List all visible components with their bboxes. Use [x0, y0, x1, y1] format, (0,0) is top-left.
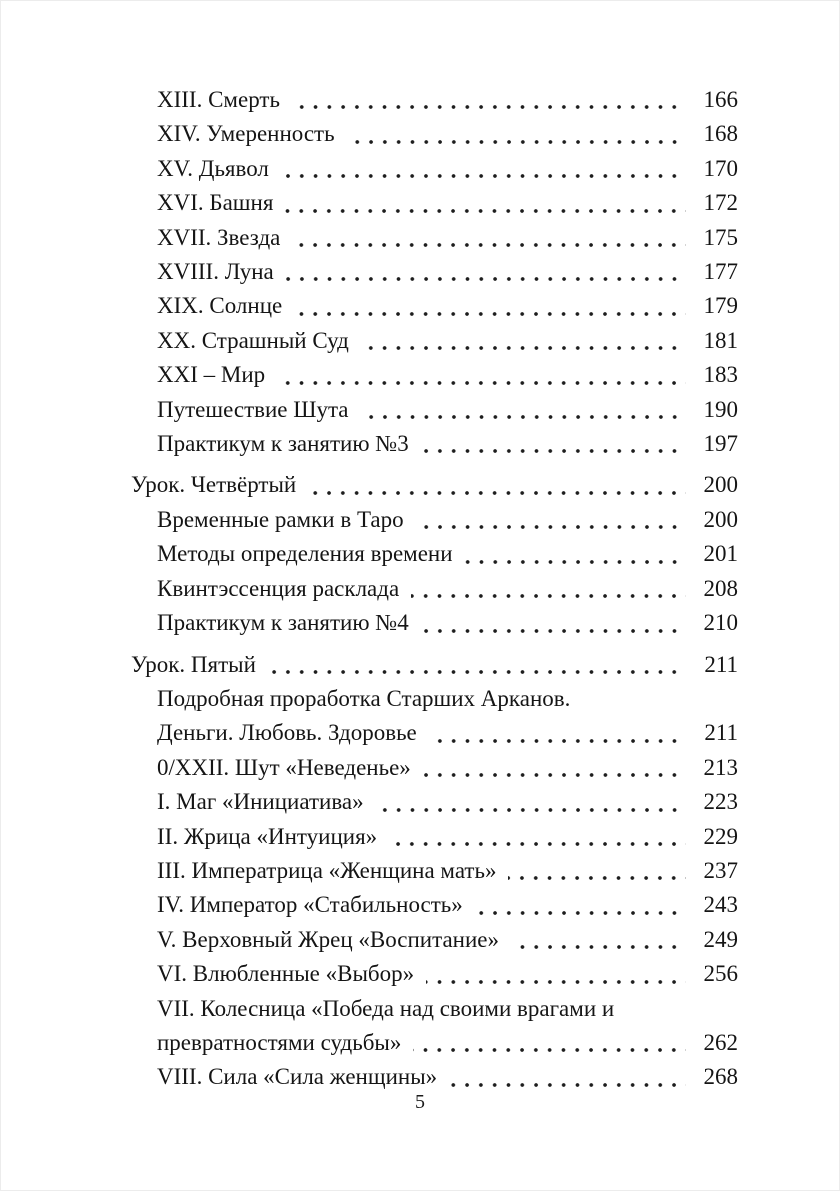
dot-leader [292, 105, 686, 109]
toc-entry-page: 211 [704, 720, 738, 746]
toc-entry-page: 166 [703, 87, 738, 112]
toc-entry-title: Деньги. Любовь. Здоровье [157, 720, 417, 746]
toc-entry-page: 177 [703, 259, 738, 285]
toc-entry [131, 751, 738, 785]
dot-leader [308, 491, 686, 495]
toc-entry [131, 923, 738, 957]
toc-entry [131, 358, 738, 392]
toc-entry-line [131, 992, 738, 1026]
toc-entry-page: 181 [703, 327, 738, 353]
toc-entry [131, 854, 738, 888]
toc-entry-title: 0/XXII. Шут «Неведенье» [157, 754, 411, 780]
toc-entry-title: Практикум к занятию №3 [157, 431, 409, 457]
toc-entry-line [131, 393, 738, 427]
toc-entry [131, 957, 738, 991]
toc-entry-title: XIII. Смерть [157, 87, 280, 112]
toc-entry-line [131, 1060, 738, 1094]
toc-entry-line [131, 785, 738, 819]
toc-entry [131, 820, 738, 854]
toc-entry-title: Методы определения времени [157, 541, 453, 567]
toc-entry [131, 606, 738, 640]
toc-entry-line [131, 572, 738, 606]
toc-entry-line [131, 888, 738, 922]
toc-entry-title: VI. Влюбленные «Выбор» [157, 961, 415, 987]
toc-entry [131, 992, 738, 1061]
toc-entry-page: 256 [703, 961, 738, 987]
toc-entry [131, 255, 738, 289]
toc-entry-line [131, 648, 738, 682]
dot-leader [423, 773, 686, 777]
toc-entry-line [131, 255, 738, 289]
toc-entry-title: XXI – Мир [157, 362, 266, 388]
toc-entry-page: 237 [703, 857, 738, 883]
toc-entry [131, 537, 738, 571]
toc-entry-line [131, 503, 738, 537]
dot-leader [376, 808, 686, 812]
toc-entry [131, 572, 738, 606]
toc-entry-line [131, 427, 738, 461]
dot-leader [421, 449, 686, 453]
toc-entry [131, 83, 738, 117]
toc-entry-line [131, 117, 738, 151]
toc-entry-line [131, 820, 738, 854]
toc-entry-line [131, 289, 738, 323]
toc-entry-page: 168 [703, 121, 738, 147]
toc-entry-line [131, 186, 738, 220]
toc-entry [131, 1060, 738, 1094]
toc-entry [131, 468, 738, 502]
toc-entry-line [131, 324, 738, 358]
toc-entry-line [131, 358, 738, 392]
dot-leader [361, 346, 686, 350]
toc-entry-page: 172 [703, 190, 738, 216]
toc-entry [131, 289, 738, 323]
toc-entry-title: XX. Страшный Суд [157, 327, 349, 353]
dot-leader [268, 670, 686, 674]
toc-entry-page: 210 [703, 610, 738, 636]
dot-leader [465, 560, 686, 564]
toc-entry-line [131, 923, 738, 957]
dot-leader [389, 842, 686, 846]
toc-entry-page: 197 [703, 431, 738, 457]
dot-leader [426, 980, 686, 984]
page-number: 5 [415, 1091, 425, 1113]
toc-entry-page: 213 [703, 754, 738, 780]
dot-leader [277, 381, 686, 385]
toc-entry-page: 208 [703, 575, 738, 601]
toc-entry-title: XVI. Башня [157, 190, 274, 216]
dot-leader [347, 140, 686, 144]
toc-entry [131, 186, 738, 220]
toc-entry-title: Подробная проработка Старших Арканов. [157, 685, 571, 711]
toc-entry-line [131, 716, 738, 750]
toc-entry-page: 211 [704, 651, 738, 677]
toc-entry-title: XVII. Звезда [157, 224, 281, 250]
toc-entry-line [131, 751, 738, 785]
dot-leader [361, 415, 687, 419]
dot-leader [281, 174, 686, 178]
toc-entry [131, 117, 738, 151]
toc-entry-page: 170 [703, 155, 738, 181]
toc-entry-title: Квинтэссенция расклада [157, 575, 400, 601]
toc-entry-title: II. Жрица «Интуиция» [157, 823, 378, 849]
toc-entry-title: Практикум к занятию №4 [157, 610, 409, 636]
dot-leader [292, 243, 686, 247]
toc-entry-title: XIX. Солнце [157, 293, 283, 319]
toc-entry-line [131, 854, 738, 888]
dot-leader [421, 629, 686, 633]
toc-list [131, 83, 738, 1095]
toc-entry-title: VII. Колесница «Победа над своими врагами и [157, 995, 615, 1021]
dot-leader [286, 277, 686, 281]
toc-entry-title: превратностями судьбы» [157, 1029, 402, 1055]
toc-entry [131, 152, 738, 186]
toc-entry-page: 179 [703, 293, 738, 319]
toc-entry-line [131, 83, 738, 117]
dot-leader [475, 911, 686, 915]
toc-entry [131, 324, 738, 358]
dot-leader [416, 525, 686, 529]
toc-entry-line [131, 537, 738, 571]
toc-entry-page: 268 [703, 1064, 738, 1090]
toc-entry-line [131, 1026, 738, 1060]
toc-entry-page: 200 [703, 506, 738, 532]
toc-entry-line [131, 682, 738, 716]
toc-entry [131, 888, 738, 922]
dot-leader [413, 1048, 686, 1052]
toc-entry-title: XIV. Умеренность [157, 121, 335, 147]
toc-entry-page: 200 [703, 472, 738, 498]
toc-entry [131, 393, 738, 427]
toc-entry [131, 503, 738, 537]
toc-entry-line [131, 606, 738, 640]
toc-entry-title: Временные рамки в Таро [157, 506, 404, 532]
dot-leader [449, 1083, 686, 1087]
dot-leader [285, 209, 686, 213]
toc-entry-title: XV. Дьявол [157, 155, 269, 181]
toc-entry-line [131, 152, 738, 186]
toc-entry-title: I. Маг «Инициатива» [157, 789, 364, 815]
dot-leader [429, 739, 686, 743]
toc-entry-page: 183 [703, 362, 738, 388]
toc-entry [131, 682, 738, 751]
toc-entry-title: Путешествие Шута [157, 396, 349, 422]
toc-entry-title: Урок. Четвёртый [131, 472, 297, 498]
toc-entry [131, 221, 738, 255]
toc-entry-title: Урок. Пятый [131, 651, 256, 677]
dot-leader [411, 594, 686, 598]
toc-entry-page: 201 [703, 541, 738, 567]
toc-entry-title: XVIII. Луна [157, 259, 274, 285]
toc-entry-page: 223 [703, 789, 738, 815]
dot-leader [508, 876, 686, 880]
toc-entry-page: 249 [703, 926, 738, 952]
toc-entry-page: 243 [703, 892, 738, 918]
toc-entry [131, 648, 738, 682]
toc-entry-line [131, 221, 738, 255]
toc-entry-title: V. Верховный Жрец «Воспитание» [157, 926, 499, 952]
dot-leader [294, 312, 686, 316]
toc-entry-page: 262 [703, 1029, 738, 1055]
toc-entry-page: 175 [703, 224, 738, 250]
toc-entry-title: III. Императрица «Женщина мать» [157, 857, 497, 883]
toc-entry-line [131, 957, 738, 991]
toc-entry-page: 229 [703, 823, 738, 849]
toc-entry-line [131, 468, 738, 502]
toc-entry-title: VIII. Сила «Сила женщины» [157, 1064, 438, 1090]
toc-entry [131, 785, 738, 819]
toc-entry-page: 190 [703, 396, 738, 422]
toc-entry [131, 427, 738, 461]
toc-entry-title: IV. Император «Стабильность» [157, 892, 463, 918]
dot-leader [511, 945, 686, 949]
